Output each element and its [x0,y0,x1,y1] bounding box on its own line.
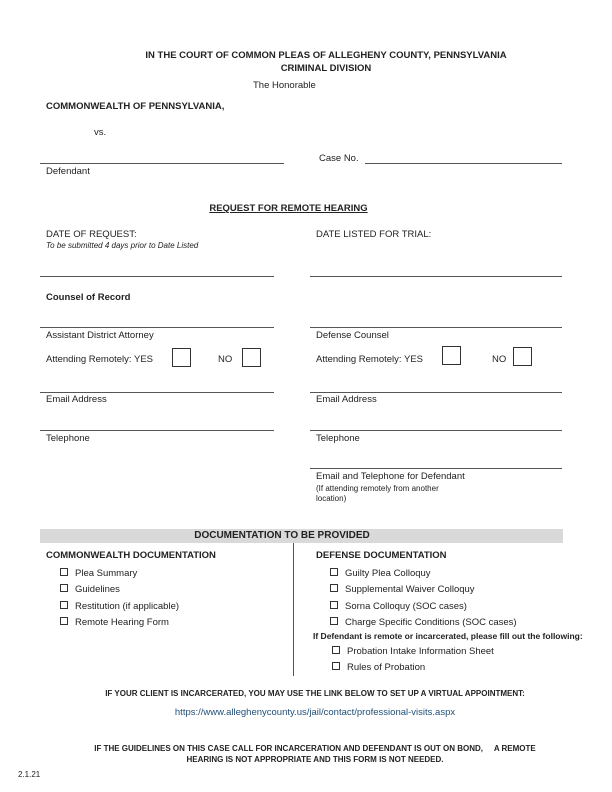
remote-note: If Defendant is remote or incarcerated, please fill out the following: [313,631,583,641]
incarcerated-note: IF YOUR CLIENT IS INCARCERATED, YOU MAY USE THE LINK BELOW TO SET UP A VIRTUAL APPOINTMENT: [105,689,525,698]
def-item-sorna[interactable]: Sorna Colloquy (SOC cases) [330,601,467,612]
ada-attending-label: Attending Remotely: YES [46,354,154,365]
defense-phone-line[interactable] [310,430,562,431]
ada-email-line[interactable] [40,392,274,393]
form-title: REQUEST FOR REMOTE HEARING [209,203,368,214]
vs-label: vs. [94,127,107,138]
cw-item-guidelines[interactable]: Guidelines [60,584,120,595]
defendant-label: Defendant [46,166,90,177]
defendant-contact-note: (If attending remotely from another [316,484,439,493]
ada-no-checkbox[interactable] [242,348,261,367]
court-title: IN THE COURT OF COMMON PLEAS OF ALLEGHENY COUNTY, PENNSYLVANIA [145,50,507,61]
defendant-contact-label: Email and Telephone for Defendant [316,471,465,482]
documentation-title: DOCUMENTATION TO BE PROVIDED [194,530,370,541]
checkbox-icon[interactable] [332,662,340,670]
checkbox-icon[interactable] [60,617,68,625]
honorable-label: The Honorable [253,80,316,91]
ada-email-label: Email Address [46,394,107,405]
defense-email-line[interactable] [310,392,562,393]
date-trial-line[interactable] [310,276,562,277]
date-request-label: DATE OF REQUEST: [46,229,137,240]
commonwealth-label: COMMONWEALTH OF PENNSYLVANIA, [46,101,225,112]
defense-doc-heading: DEFENSE DOCUMENTATION [316,550,447,561]
defense-label: Defense Counsel [316,330,389,341]
defense-no-label: NO [492,354,507,365]
cw-item-restitution[interactable]: Restitution (if applicable) [60,601,179,612]
commonwealth-doc-heading: COMMONWEALTH DOCUMENTATION [46,550,216,561]
checkbox-icon[interactable] [330,617,338,625]
defendant-name-line[interactable] [40,163,284,164]
defendant-contact-line[interactable] [310,468,562,469]
defense-email-label: Email Address [316,394,377,405]
ada-phone-label: Telephone [46,433,90,444]
ada-phone-line[interactable] [40,430,274,431]
ada-no-label: NO [218,354,233,365]
def-item-charge-specific[interactable]: Charge Specific Conditions (SOC cases) [330,617,517,628]
cw-item-remote-hearing-form[interactable]: Remote Hearing Form [60,617,169,628]
checkbox-icon[interactable] [330,568,338,576]
def-item-rules-probation[interactable]: Rules of Probation [332,662,425,673]
checkbox-icon[interactable] [60,601,68,609]
checkbox-icon[interactable] [332,646,340,654]
professional-visits-link[interactable]: https://www.alleghenycounty.us/jail/contact/professional-visits.aspx [174,707,456,718]
documentation-divider [293,543,294,676]
defense-phone-label: Telephone [316,433,360,444]
cw-item-plea-summary[interactable]: Plea Summary [60,568,137,579]
guidelines-note-line2: HEARING IS NOT APPROPRIATE AND THIS FORM IS NOT NEEDED. [186,755,444,764]
defense-yes-checkbox[interactable] [442,346,461,365]
date-request-note: To be submitted 4 days prior to Date Listed [46,241,199,250]
def-item-guilty-plea[interactable]: Guilty Plea Colloquy [330,568,431,579]
defense-attending-label: Attending Remotely: YES [316,354,424,365]
checkbox-icon[interactable] [330,601,338,609]
def-item-supplemental-waiver[interactable]: Supplemental Waiver Colloquy [330,584,475,595]
date-request-line[interactable] [40,276,274,277]
version-label: 2.1.21 [18,770,41,779]
division-title: CRIMINAL DIVISION [280,63,372,74]
defense-no-checkbox[interactable] [513,347,532,366]
case-no-line[interactable] [365,163,562,164]
date-trial-label: DATE LISTED FOR TRIAL: [316,229,432,240]
checkbox-icon[interactable] [60,584,68,592]
ada-label: Assistant District Attorney [46,330,154,341]
checkbox-icon[interactable] [60,568,68,576]
case-no-label: Case No. [319,153,359,164]
ada-yes-checkbox[interactable] [172,348,191,367]
ada-name-line[interactable] [40,327,274,328]
defendant-contact-note-2: location) [316,494,347,503]
checkbox-icon[interactable] [330,584,338,592]
def-item-probation-intake[interactable]: Probation Intake Information Sheet [332,646,494,657]
guidelines-note-line1: IF THE GUIDELINES ON THIS CASE CALL FOR INCARCERATION AND DEFENDANT IS OUT ON BOND, A REMOTE [94,744,536,753]
defense-name-line[interactable] [310,327,562,328]
counsel-heading: Counsel of Record [46,292,131,303]
